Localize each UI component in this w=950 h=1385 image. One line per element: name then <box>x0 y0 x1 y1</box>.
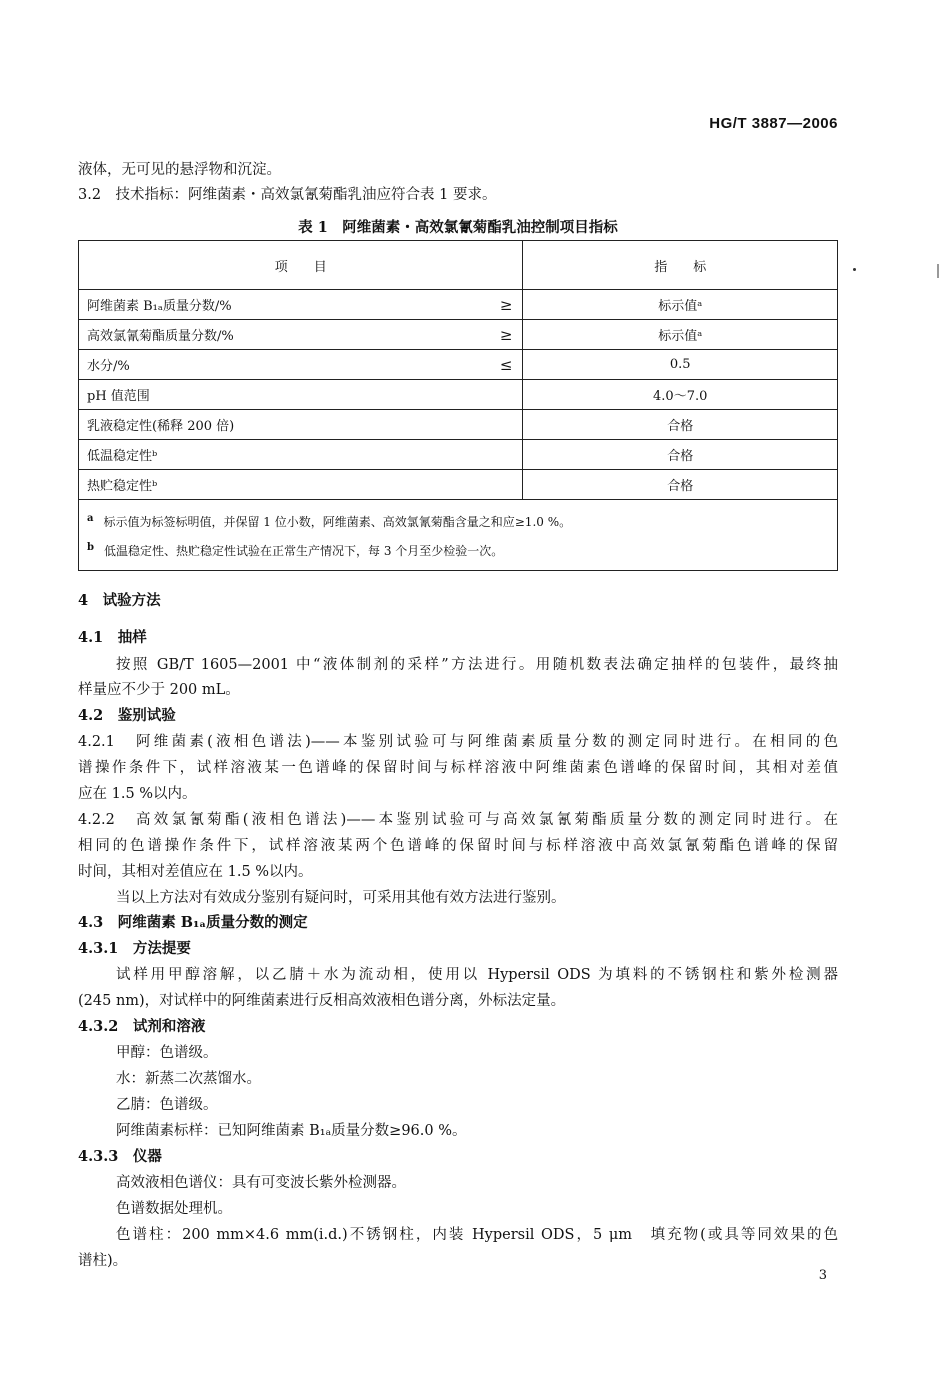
table-row <box>79 350 838 380</box>
row-item: 阿维菌素 B₁ₐ质量分数/% ≥ <box>79 290 523 320</box>
comparator: ≤ <box>499 355 513 374</box>
table-caption: 表 1 阿维菌素・高效氯氰菊酯乳油控制项目指标 <box>298 219 618 236</box>
instrument-line: 高效液相色谱仪：具有可变波长紫外检测器。 <box>116 1175 406 1191</box>
row-item: 高效氯氰菊酯质量分数/% ≥ <box>79 320 523 350</box>
section-4-1-heading: 4.1 抽样 <box>78 629 147 646</box>
paragraph-line: (245 nm)，对试样中的阿维菌素进行反相高效液相色谱分离，外标法定量。 <box>78 993 566 1009</box>
reagent-line: 水：新蒸二次蒸馏水。 <box>116 1071 261 1087</box>
table-row <box>79 440 838 470</box>
page-number: 3 <box>818 1268 827 1283</box>
row-item: 乳液稳定性(稀释 200 倍) <box>79 410 523 440</box>
comparator: ≥ <box>499 295 513 314</box>
footnote-a: $^a$ 标示值为标签标明值，并保留 1 位小数，阿维菌素、高效氯氰菊酯含量之和应≥1.0 %。 <box>87 513 572 529</box>
table-row <box>79 320 838 350</box>
comparator: ≥ <box>499 325 513 344</box>
table-row <box>79 410 838 440</box>
section-4-3-1-heading: 4.3.1 方法提要 <box>78 940 191 957</box>
reagent-line: 乙腈：色谱级。 <box>116 1097 218 1113</box>
paragraph-line: 当以上方法对有效成分鉴别有疑问时，可采用其他有效方法进行鉴别。 <box>116 890 566 906</box>
row-value: 0.5 <box>523 350 838 380</box>
paragraph-line: 按照 GB/T 1605—2001 中“液体制剂的采样”方法进行。用随机数表法确定抽样的包装件，最终抽 <box>116 657 838 673</box>
section-4-3-3-heading: 4.3.3 仪器 <box>78 1148 162 1165</box>
row-value: 合格 <box>523 470 838 500</box>
row-value: 合格 <box>523 440 838 470</box>
standard-number: HG/T 3887—2006 <box>709 115 838 132</box>
table-row <box>79 470 838 500</box>
intro-line: 液体，无可见的悬浮物和沉淀。 <box>78 162 281 178</box>
spec-table <box>78 240 838 571</box>
paragraph-line: 4.2.1 阿维菌素(液相色谱法)——本鉴别试验可与阿维菌素质量分数的测定同时进行。在相同的色 <box>78 734 838 750</box>
table-row <box>79 290 838 320</box>
section-3-2: 3.2 技术指标：阿维菌素・高效氯氰菊酯乳油应符合表 1 要求。 <box>78 187 497 203</box>
table-notes <box>79 500 838 571</box>
footnote-b: $^b$ 低温稳定性、热贮稳定性试验在正常生产情况下，每 3 个月至少检验一次。 <box>87 542 504 558</box>
section-4-3-heading: 4.3 阿维菌素 B₁ₐ质量分数的测定 <box>78 914 308 931</box>
row-item: pH 值范围 <box>79 380 523 410</box>
row-value: 标示值ᵃ <box>523 290 838 320</box>
section-4-title: 4 试验方法 <box>78 592 161 609</box>
paragraph-line: 试样用甲醇溶解，以乙腈＋水为流动相，使用以 Hypersil ODS 为填料的不锈钢柱和紫外检测器 <box>116 967 838 983</box>
table-header-row <box>79 241 838 290</box>
paragraph-line: 4.2.2 高效氯氰菊酯(液相色谱法)——本鉴别试验可与高效氯氰菊酯质量分数的测定同时进行。在 <box>78 812 838 828</box>
scan-dot <box>853 268 856 271</box>
row-item: 水分/% ≤ <box>79 350 523 380</box>
row-item: 热贮稳定性ᵇ <box>79 470 523 500</box>
header-value: 指 标 <box>523 241 838 290</box>
instrument-line: 色谱数据处理机。 <box>116 1201 232 1217</box>
instrument-line: 谱柱)。 <box>78 1253 128 1269</box>
table-row <box>79 380 838 410</box>
row-value: 合格 <box>523 410 838 440</box>
header-item: 项 目 <box>79 241 523 290</box>
scan-edge-mark <box>937 264 939 278</box>
reagent-line: 甲醇：色谱级。 <box>116 1045 218 1061</box>
section-4-2-heading: 4.2 鉴别试验 <box>78 707 176 724</box>
paragraph-line: 相同的色谱操作条件下，试样溶液某两个色谱峰的保留时间与标样溶液中高效氯氰菊酯色谱峰的保留 <box>78 838 838 854</box>
instrument-line: 色谱柱：200 mm×4.6 mm(i.d.)不锈钢柱，内装 Hypersil ODS，5 μm 填充物(或具等同效果的色 <box>116 1227 838 1243</box>
row-value: 4.0～7.0 <box>523 380 838 410</box>
row-item: 低温稳定性ᵇ <box>79 440 523 470</box>
paragraph-line: 应在 1.5 %以内。 <box>78 786 197 802</box>
paragraph-line: 样量应不少于 200 mL。 <box>78 682 240 698</box>
row-value: 标示值ᵃ <box>523 320 838 350</box>
paragraph-line: 时间，其相对差值应在 1.5 %以内。 <box>78 864 313 880</box>
section-4-3-2-heading: 4.3.2 试剂和溶液 <box>78 1018 206 1035</box>
paragraph-line: 谱操作条件下，试样溶液某一色谱峰的保留时间与标样溶液中阿维菌素色谱峰的保留时间，其相对差值 <box>78 760 838 776</box>
reagent-line: 阿维菌素标样：已知阿维菌素 B₁ₐ质量分数≥96.0 %。 <box>116 1123 467 1139</box>
table-notes-row <box>79 500 838 571</box>
